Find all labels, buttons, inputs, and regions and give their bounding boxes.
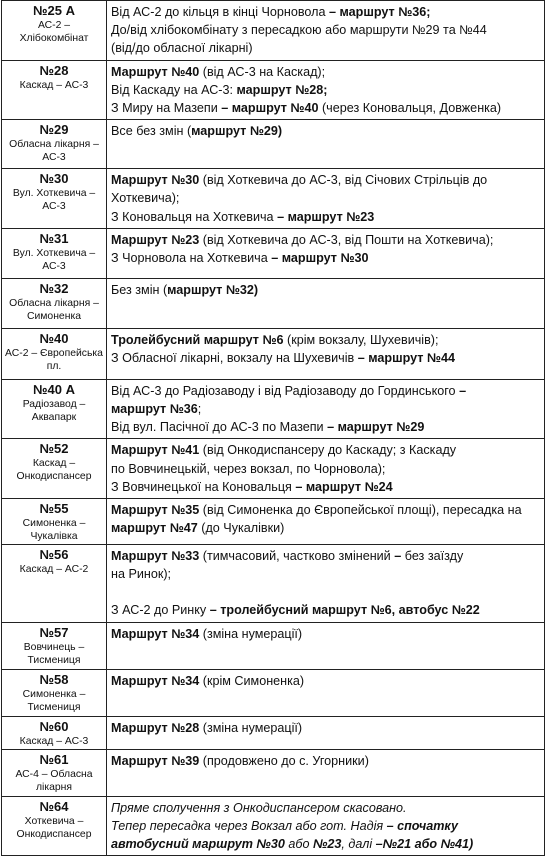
route-number: №28 xyxy=(39,62,69,78)
route-endpoints: Вул. Хоткевича – АС-3 xyxy=(12,247,96,272)
replacement-line xyxy=(111,672,538,690)
route-row xyxy=(2,439,545,499)
route-cell xyxy=(2,1,107,61)
route-cell xyxy=(2,622,107,669)
replacement-line xyxy=(111,208,538,226)
route-highlight: Маршрут №33 xyxy=(111,549,200,564)
route-number: №29 xyxy=(39,122,69,138)
replacement-line xyxy=(111,231,538,249)
route-highlight: маршрут №32) xyxy=(167,282,259,297)
route-cell xyxy=(2,545,107,623)
text-segment: (через Коновальця, Довженка) xyxy=(318,101,502,116)
route-number: №32 xyxy=(39,280,69,296)
replacement-line xyxy=(111,441,538,459)
route-number: №30 xyxy=(39,171,69,187)
replacement-line xyxy=(111,835,538,853)
replacement-cell xyxy=(107,379,545,439)
route-highlight: Маршрут №34 xyxy=(111,673,200,688)
text-segment: Пряме сполучення з Онкодиспансером скасовано. xyxy=(111,800,407,815)
route-number: №40 xyxy=(39,330,69,346)
route-highlight: маршрут №28; xyxy=(236,82,328,97)
route-cell xyxy=(2,439,107,499)
route-cell xyxy=(2,379,107,439)
route-highlight: – маршрут №44 xyxy=(357,351,455,366)
route-number: №61 xyxy=(39,751,69,767)
text-segment: або xyxy=(284,837,313,852)
route-highlight: Маршрут №39 xyxy=(111,753,200,768)
route-row xyxy=(2,169,545,229)
replacement-cell xyxy=(107,1,545,61)
replacement-cell xyxy=(107,228,545,278)
replacement-line xyxy=(111,519,538,537)
replacement-cell xyxy=(107,669,545,716)
text-segment: (від АС-3 на Каскад); xyxy=(199,64,326,79)
text-segment: З Вовчинецької на Коновальця xyxy=(111,479,296,494)
route-highlight: – маршрут №24 xyxy=(295,479,393,494)
route-row xyxy=(2,716,545,749)
route-cell xyxy=(2,278,107,328)
replacement-line xyxy=(111,39,538,57)
replacement-line xyxy=(111,99,538,117)
blank-line xyxy=(111,583,538,601)
replacement-line xyxy=(111,63,538,81)
replacement-line xyxy=(111,171,538,189)
route-cell xyxy=(2,716,107,749)
route-endpoints: Вул. Хоткевича – АС-3 xyxy=(12,188,96,213)
text-segment: До/від хлібокомбінату з пересадкою або маршрути №29 та №44 xyxy=(111,23,487,38)
route-cell xyxy=(2,228,107,278)
replacement-line xyxy=(111,565,538,583)
route-row xyxy=(2,228,545,278)
replacement-cell xyxy=(107,716,545,749)
replacement-cell xyxy=(107,622,545,669)
route-number: №55 xyxy=(39,501,69,517)
route-highlight: маршрут №29) xyxy=(191,124,283,139)
replacement-line xyxy=(111,501,538,519)
route-number: №57 xyxy=(39,624,69,640)
replacement-cell xyxy=(107,328,545,379)
text-segment: З АС-2 до Ринку xyxy=(111,603,210,618)
route-endpoints: Обласна лікарня – АС-3 xyxy=(9,139,99,164)
replacement-line xyxy=(111,3,538,21)
route-endpoints: Симоненка – Тисмениця xyxy=(22,688,86,713)
route-highlight: – маршрут №23 xyxy=(277,209,375,224)
text-segment: З Обласної лікарні, вокзалу на Шухевичів xyxy=(111,351,358,366)
text-segment: (від/до обласної лікарні) xyxy=(111,41,253,56)
route-highlight: Тролейбусний маршрут №6 xyxy=(111,332,284,347)
text-segment: на Ринок); xyxy=(111,567,172,582)
replacement-line xyxy=(111,719,538,737)
text-segment: (від Онкодиспансеру до Каскаду; з Каскаду xyxy=(199,443,457,458)
text-segment: Від Каскаду на АС-3: xyxy=(111,82,237,97)
replacement-cell xyxy=(107,499,545,545)
route-highlight: №23 xyxy=(312,837,342,852)
text-segment: Без змін ( xyxy=(111,282,168,297)
route-number: №56 xyxy=(39,547,69,563)
replacement-line xyxy=(111,189,538,207)
route-highlight: Маршрут №30 xyxy=(111,173,200,188)
text-segment: (від Симоненка до Європейської площі), пересадка на xyxy=(199,503,522,518)
replacement-line xyxy=(111,625,538,643)
route-endpoints: Обласна лікарня – Симоненка xyxy=(9,297,99,322)
replacement-line xyxy=(111,799,538,817)
route-row xyxy=(2,499,545,545)
replacement-cell xyxy=(107,169,545,229)
table-body xyxy=(2,1,545,856)
text-segment: (від Хоткевича до АС-3, від Січових Стрільців до xyxy=(199,173,488,188)
replacement-cell xyxy=(107,278,545,328)
route-highlight: автобусний маршрут №30 xyxy=(111,837,285,852)
route-highlight: Маршрут №41 xyxy=(111,443,200,458)
text-segment: Від АС-2 до кільця в кінці Чорновола xyxy=(111,5,330,19)
text-segment: Від вул. Пасічної до АС-3 по Мазепи xyxy=(111,420,328,435)
route-endpoints: Хоткевича – Онкодиспансер xyxy=(16,815,92,840)
text-segment: без заїзду xyxy=(401,549,464,564)
route-highlight: Маршрут №40 xyxy=(111,64,200,79)
text-segment: (тимчасовий, частково змінений xyxy=(199,549,395,564)
route-endpoints: Каскад – АС-3 xyxy=(19,79,89,91)
route-highlight: маршрут №47 xyxy=(111,521,198,536)
route-number: №31 xyxy=(39,230,69,246)
text-segment: Тепер пересадка через Вокзал або гот. Надія xyxy=(111,818,387,833)
route-endpoints: АС-2 – Хлібокомбінат xyxy=(19,20,89,44)
route-highlight: –№21 або №41) xyxy=(375,837,474,852)
route-cell xyxy=(2,499,107,545)
route-number: №58 xyxy=(39,671,69,687)
route-row xyxy=(2,669,545,716)
route-highlight: – тролейбусний маршрут №6, автобус №22 xyxy=(209,603,480,618)
route-number: №40 А xyxy=(33,381,75,397)
replacement-cell xyxy=(107,439,545,499)
replacement-cell xyxy=(107,545,545,623)
route-number: №52 xyxy=(39,441,69,457)
replacement-line xyxy=(111,418,538,436)
replacement-line xyxy=(111,281,538,299)
route-highlight: Маршрут №23 xyxy=(111,232,200,247)
route-highlight: – маршрут №40 xyxy=(221,101,319,116)
text-segment: Все без змін ( xyxy=(111,124,192,139)
replacement-line xyxy=(111,547,538,565)
route-row xyxy=(2,328,545,379)
route-endpoints: Вовчинець – Тисмениця xyxy=(23,641,85,666)
replacement-cell xyxy=(107,749,545,796)
route-row xyxy=(2,60,545,120)
route-row xyxy=(2,749,545,796)
text-segment: (зміна нумерації) xyxy=(199,626,303,641)
route-highlight: – спочатку xyxy=(386,818,458,833)
route-highlight: Маршрут №28 xyxy=(111,720,200,735)
replacement-line xyxy=(111,382,538,400)
route-cell xyxy=(2,796,107,856)
replacement-line xyxy=(111,331,538,349)
text-segment: ; xyxy=(197,402,202,417)
replacement-cell xyxy=(107,796,545,856)
text-segment: Від АС-3 до Радіозаводу і від Радіозаводу до Гординського xyxy=(111,383,460,398)
route-highlight: – xyxy=(394,549,402,564)
replacement-line xyxy=(111,460,538,478)
replacement-line xyxy=(111,349,538,367)
route-endpoints: АС-4 – Обласна лікарня xyxy=(15,768,93,793)
route-row xyxy=(2,379,545,439)
text-segment: Хоткевича); xyxy=(111,191,180,206)
text-segment: , далі xyxy=(341,837,376,852)
route-endpoints: Каскад – Онкодиспансер xyxy=(16,458,92,483)
route-endpoints: Каскад – АС-2 xyxy=(19,564,89,576)
route-highlight: – маршрут №30 xyxy=(271,251,369,266)
text-segment: (крім Симоненка) xyxy=(199,673,305,688)
route-row xyxy=(2,545,545,623)
route-row xyxy=(2,120,545,169)
replacement-line xyxy=(111,249,538,267)
route-endpoints: АС-2 – Європейська пл. xyxy=(5,347,103,372)
route-highlight: – маршрут №36; xyxy=(329,5,431,19)
route-highlight: – xyxy=(459,383,467,398)
route-row xyxy=(2,622,545,669)
route-number: №60 xyxy=(39,718,69,734)
text-segment: (від Хоткевича до АС-3, від Пошти на Хоткевича); xyxy=(199,232,494,247)
replacement-cell xyxy=(107,120,545,169)
route-cell xyxy=(2,749,107,796)
route-row xyxy=(2,278,545,328)
replacement-line xyxy=(111,21,538,39)
route-cell xyxy=(2,60,107,120)
text-segment: по Вовчинецькій, через вокзал, по Чорновола); xyxy=(111,461,386,476)
replacement-line xyxy=(111,601,538,619)
text-segment: (до Чукалівки) xyxy=(197,521,285,536)
replacement-line xyxy=(111,478,538,496)
route-row xyxy=(2,796,545,856)
replacement-line xyxy=(111,81,538,99)
text-segment: (зміна нумерації) xyxy=(199,720,303,735)
route-row xyxy=(2,1,545,61)
route-highlight: маршрут №36 xyxy=(111,402,198,417)
text-segment: З Коновальця на Хоткевича xyxy=(111,209,278,224)
text-segment: (крім вокзалу, Шухевичів); xyxy=(283,332,439,347)
route-number: №64 xyxy=(39,798,69,814)
route-endpoints: Симоненка – Чукалівка xyxy=(22,518,86,543)
route-changes-table xyxy=(1,0,545,856)
route-cell xyxy=(2,120,107,169)
route-highlight: Маршрут №34 xyxy=(111,626,200,641)
replacement-cell xyxy=(107,60,545,120)
route-cell xyxy=(2,669,107,716)
replacement-line xyxy=(111,400,538,418)
replacement-line xyxy=(111,817,538,835)
route-number: №25 А xyxy=(33,3,75,18)
replacement-line xyxy=(111,122,538,140)
text-segment: З Миру на Мазепи xyxy=(111,101,222,116)
route-cell xyxy=(2,169,107,229)
route-endpoints: Радіозавод – Аквапарк xyxy=(22,398,86,423)
route-highlight: – маршрут №29 xyxy=(327,420,425,435)
route-endpoints: Каскад – АС-3 xyxy=(19,735,89,747)
replacement-line xyxy=(111,752,538,770)
route-highlight: Маршрут №35 xyxy=(111,503,200,518)
text-segment: (продовжено до с. Угорники) xyxy=(199,753,369,768)
route-cell xyxy=(2,328,107,379)
text-segment: З Чорновола на Хоткевича xyxy=(111,251,272,266)
